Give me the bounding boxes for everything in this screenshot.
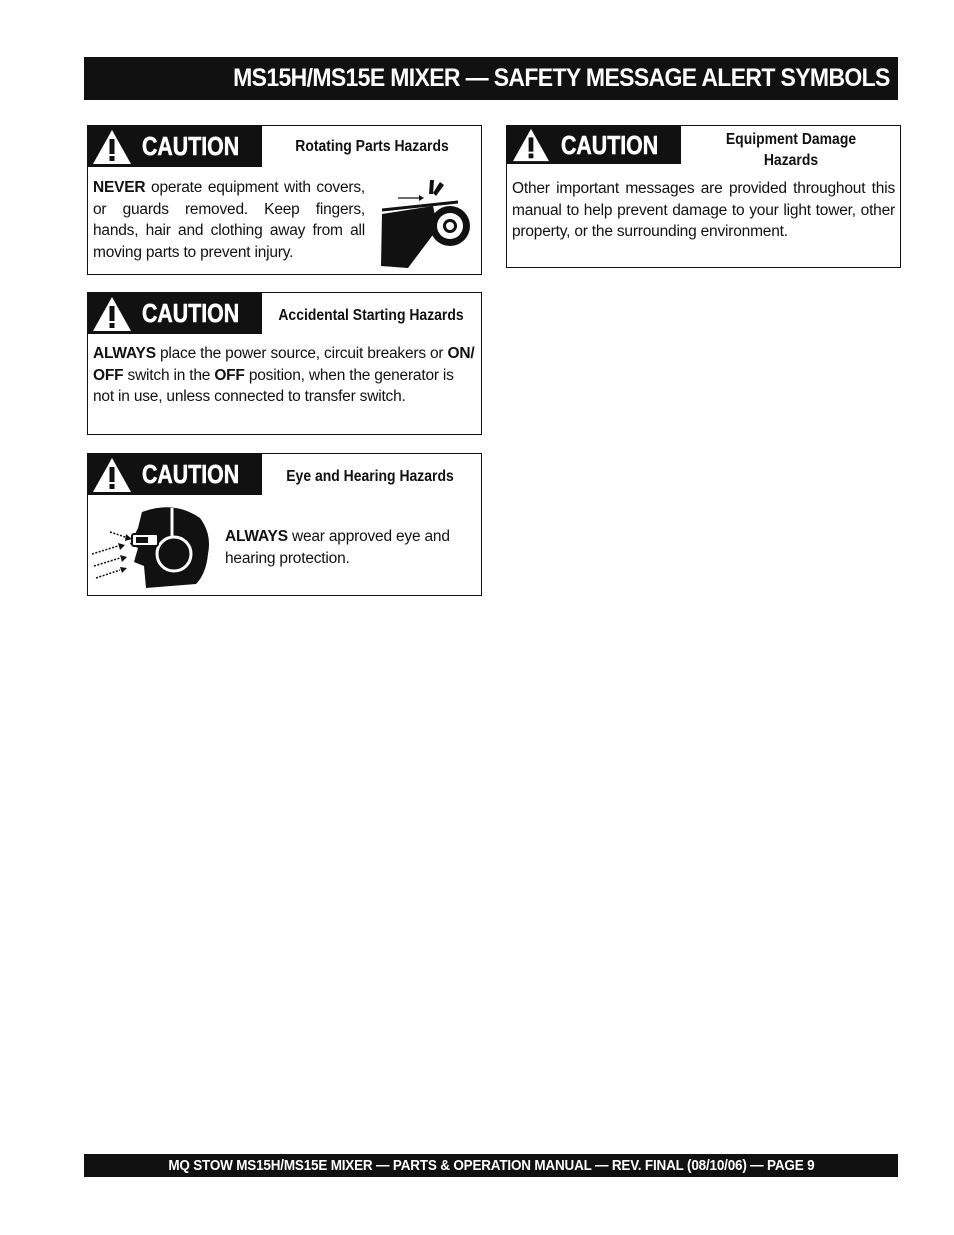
hazard-message: ALWAYS wear approved eye and hearing protection. — [225, 528, 450, 567]
eye-hearing-protection-icon — [90, 504, 212, 590]
hazard-message: Other important messages are provided throughout this manual to help prevent damage to your light tower, other property, or the surrounding environment. — [512, 180, 895, 241]
rotating-parts-icon — [378, 176, 474, 268]
caution-box-eye-hearing — [87, 453, 482, 596]
caution-band — [507, 126, 681, 164]
page-footer: MQ STOW MS15H/MS15E MIXER — PARTS & OPERATION MANUAL — REV. FINAL (08/10/06) — PAGE 9 — [167, 1157, 815, 1174]
warning-triangle-icon — [91, 128, 133, 166]
caution-label: CAUTION — [142, 459, 240, 489]
warning-triangle-icon — [510, 127, 552, 163]
caution-band — [88, 293, 262, 334]
page-footer-bar — [84, 1154, 898, 1177]
caution-box-equipment-damage — [506, 125, 901, 268]
caution-band — [88, 126, 262, 167]
hazard-title: Rotating Parts Hazards — [295, 138, 449, 155]
hazard-message: NEVER operate equipment with covers, or guards removed. Keep fingers, hands, hair and clothing away from all moving parts to prevent injury. — [93, 179, 365, 261]
page-title: MS15H/MS15E MIXER — SAFETY MESSAGE ALERT SYMBOLS — [233, 64, 890, 92]
caution-label: CAUTION — [561, 129, 659, 160]
hazard-message: ALWAYS place the power source, circuit breakers or ON/ OFF switch in the OFF position, when the generator is not in use, unless connected to transfer switch. — [93, 345, 475, 406]
caution-label: CAUTION — [142, 298, 240, 328]
caution-band — [88, 454, 262, 495]
warning-triangle-icon — [91, 456, 133, 494]
page-title-bar — [84, 57, 898, 100]
caution-label: CAUTION — [142, 131, 240, 161]
hazard-title: Accidental Starting Hazards — [278, 307, 464, 324]
caution-box-accidental-starting — [87, 292, 482, 435]
caution-box-rotating-parts — [87, 125, 482, 275]
hazard-title: Equipment Damage Hazards — [725, 131, 857, 169]
hazard-title: Eye and Hearing Hazards — [286, 468, 454, 485]
warning-triangle-icon — [91, 295, 133, 333]
